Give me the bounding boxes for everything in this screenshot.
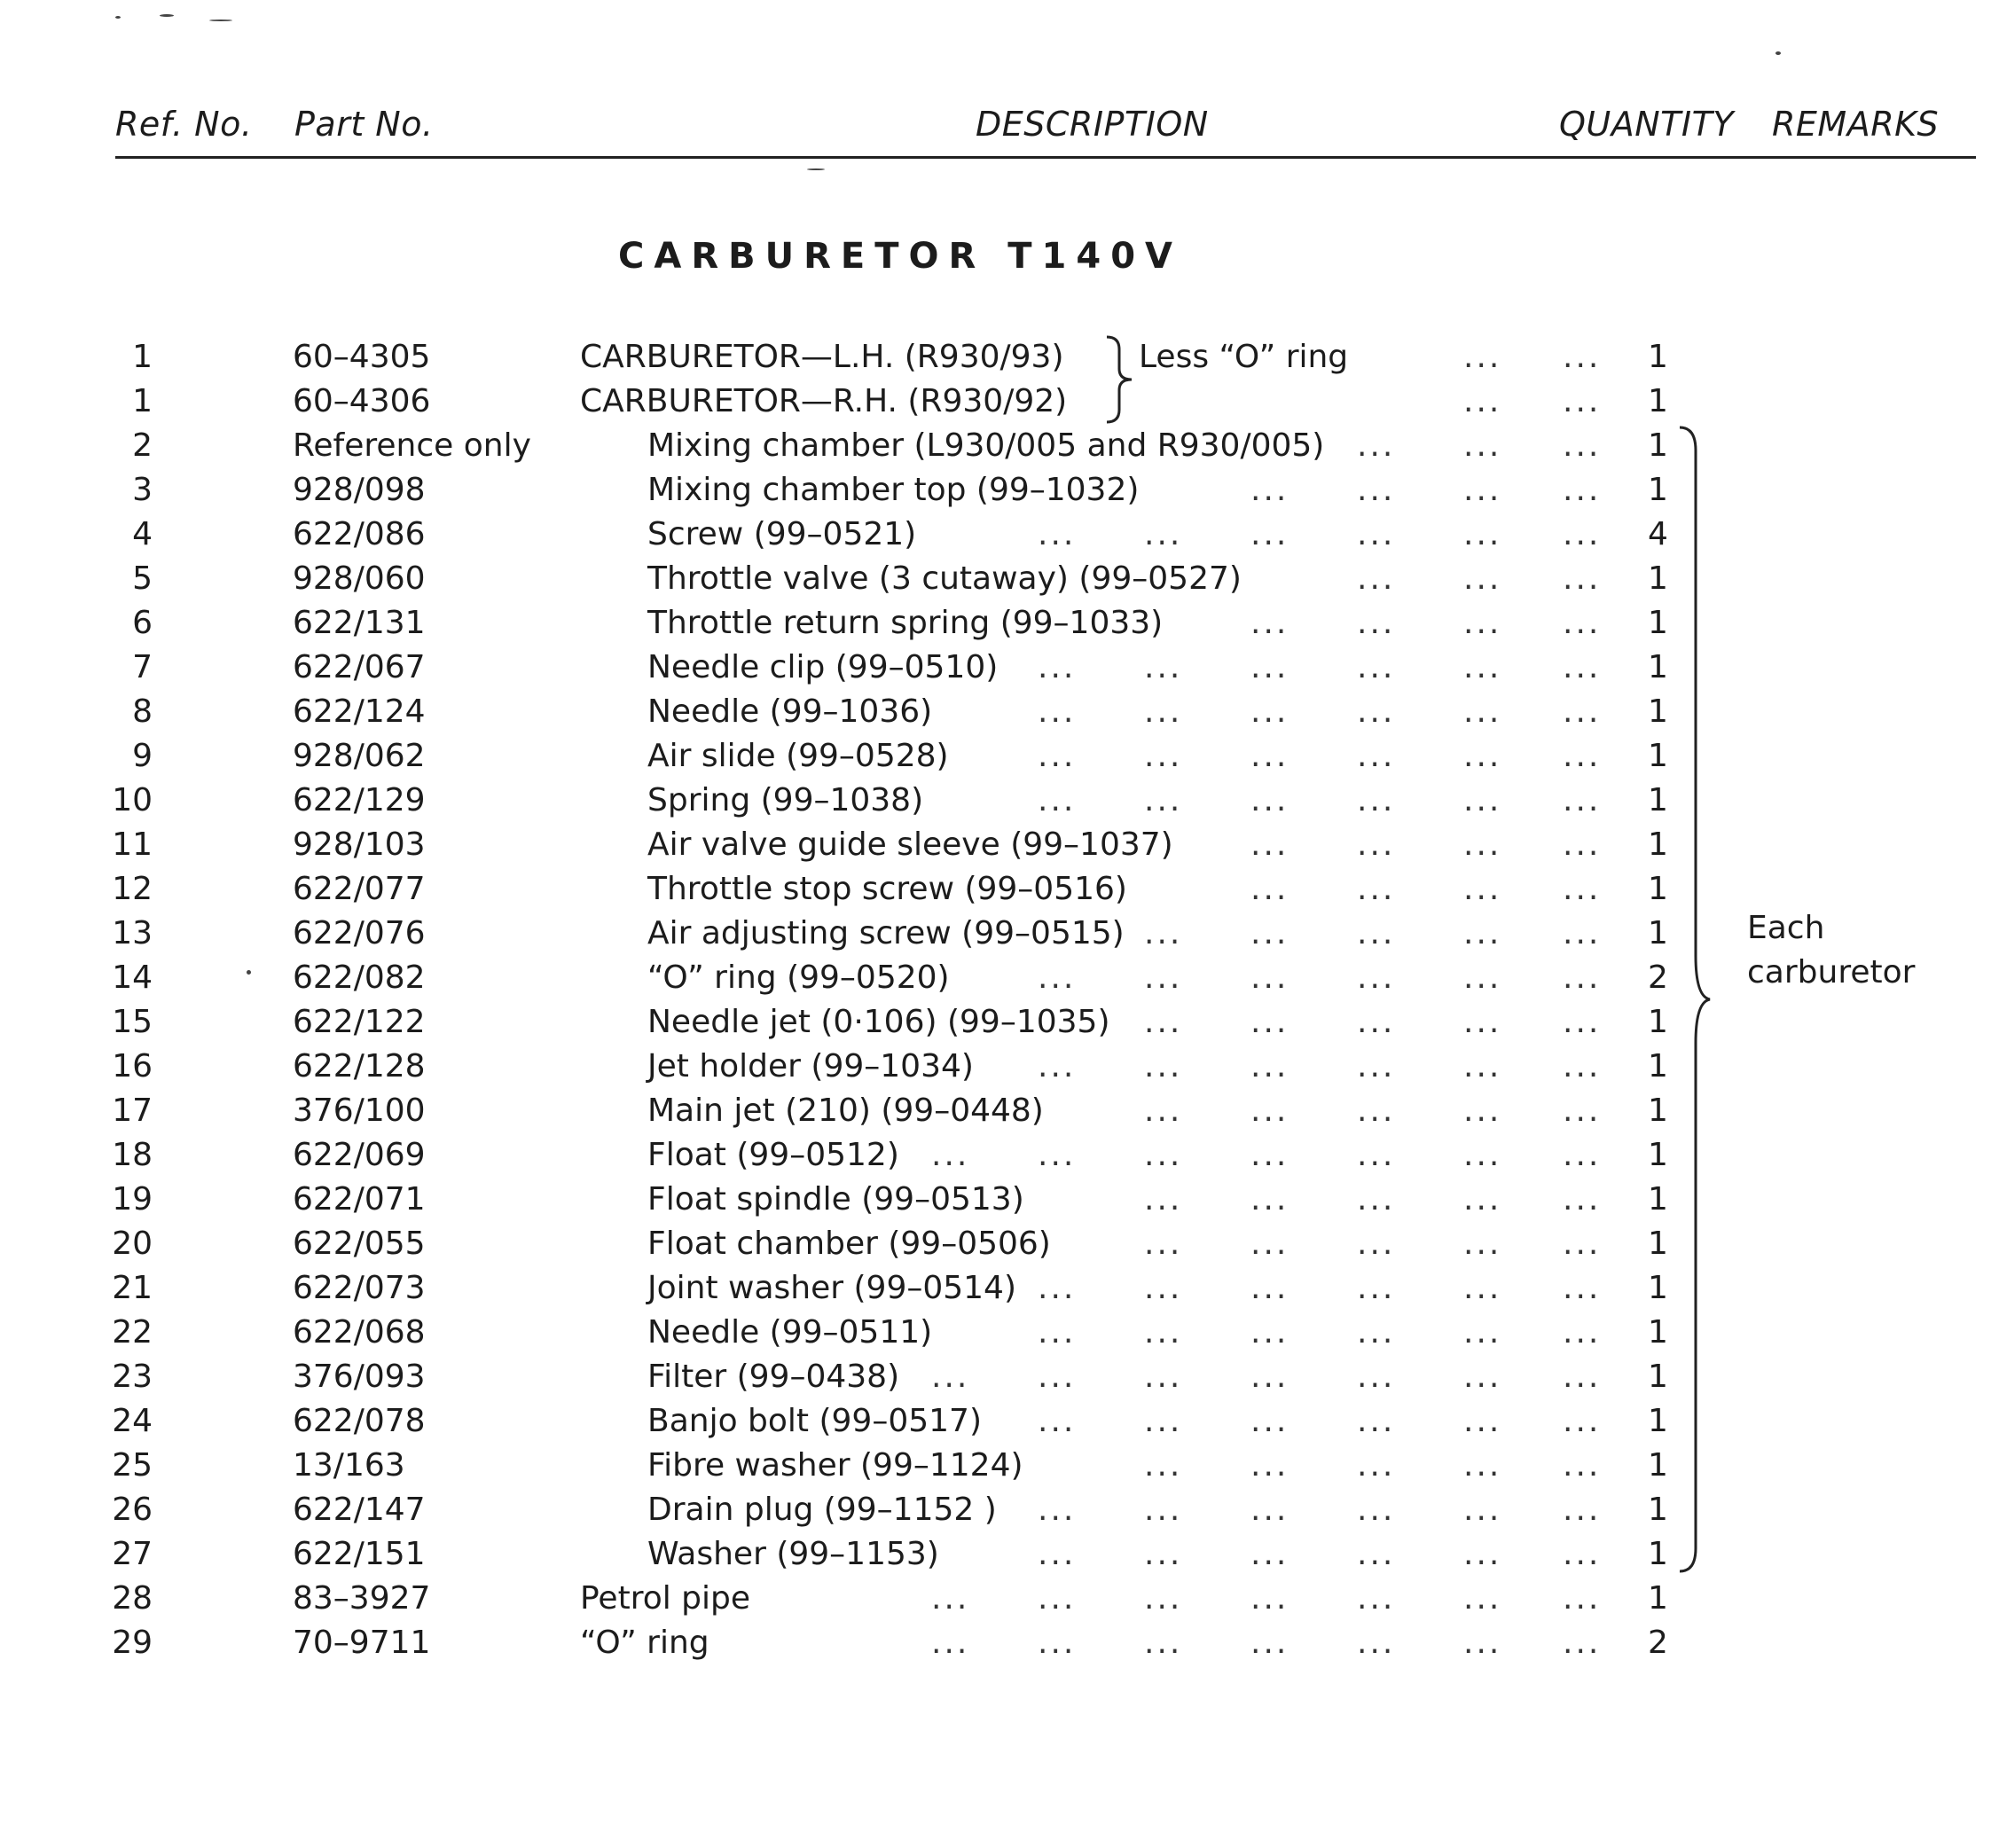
leader-dots: ... (1250, 1270, 1289, 1306)
row-quantity: 1 (1648, 427, 1668, 464)
row-description: Spring (99–1038) (647, 782, 924, 818)
leader-dots: ... (1463, 1625, 1502, 1661)
brace-each-carburetor (1676, 424, 1712, 1575)
leader-dots: ... (931, 1137, 970, 1173)
leader-dots: ... (1144, 1359, 1183, 1395)
leader-dots: ... (1357, 1536, 1396, 1572)
row-description: Air valve guide sleeve (99–1037) (647, 826, 1173, 863)
leader-dots: ... (1357, 1625, 1396, 1661)
scan-speck (115, 16, 121, 19)
row-quantity: 1 (1648, 1225, 1668, 1262)
row-part-no: 622/122 (293, 1004, 426, 1040)
row-part-no: 622/076 (293, 915, 426, 951)
row-description: Air adjusting screw (99–0515) (647, 915, 1125, 951)
row-part-no: 928/060 (293, 560, 426, 597)
leader-dots: ... (1144, 1447, 1183, 1484)
row-quantity: 1 (1648, 649, 1668, 685)
leader-dots: ... (1357, 782, 1396, 818)
row-description: Washer (99–1153) (647, 1536, 939, 1572)
row-part-no: 622/129 (293, 782, 426, 818)
row-ref-no: 2 (132, 427, 153, 464)
row-ref-no: 27 (112, 1536, 153, 1572)
row-part-no: 83–3927 (293, 1580, 431, 1617)
table-row (0, 1621, 1991, 1665)
row-ref-no: 18 (112, 1137, 153, 1173)
row-ref-no: 28 (112, 1580, 153, 1617)
row-quantity: 1 (1648, 1403, 1668, 1439)
scan-speck (160, 14, 174, 17)
leader-dots: ... (1357, 693, 1396, 730)
leader-dots: ... (1144, 1181, 1183, 1218)
leader-dots: ... (1144, 649, 1183, 685)
leader-dots: ... (1144, 1048, 1183, 1085)
leader-dots: ... (1250, 1225, 1289, 1262)
table-row (0, 335, 1991, 380)
row-part-no: 376/093 (293, 1359, 426, 1395)
leader-dots: ... (1038, 1580, 1077, 1617)
leader-dots: ... (1250, 649, 1289, 685)
remark-each: Each (1747, 910, 1825, 946)
leader-dots: ... (1357, 738, 1396, 774)
leader-dots: ... (1357, 1314, 1396, 1351)
leader-dots: ... (1357, 1225, 1396, 1262)
leader-dots: ... (1250, 871, 1289, 907)
leader-dots: ... (1250, 1403, 1289, 1439)
row-ref-no: 3 (132, 472, 153, 508)
leader-dots: ... (1038, 1625, 1077, 1661)
row-part-no: 622/055 (293, 1225, 426, 1262)
leader-dots: ... (931, 1580, 970, 1617)
row-description: Needle clip (99–0510) (647, 649, 999, 685)
row-part-no: Reference only (293, 427, 531, 464)
leader-dots: ... (1563, 826, 1602, 863)
leader-dots: ... (1038, 738, 1077, 774)
row-part-no: 622/131 (293, 605, 426, 641)
leader-dots: ... (1038, 693, 1077, 730)
leader-dots: ... (1463, 693, 1502, 730)
leader-dots: ... (1463, 339, 1502, 375)
leader-dots: ... (1038, 1270, 1077, 1306)
header-remarks: REMARKS (1772, 105, 1940, 144)
row-quantity: 4 (1648, 516, 1668, 552)
leader-dots: ... (1563, 1181, 1602, 1218)
row-quantity: 1 (1648, 472, 1668, 508)
leader-dots: ... (1144, 915, 1183, 951)
leader-dots: ... (1463, 516, 1502, 552)
leader-dots: ... (1250, 1004, 1289, 1040)
leader-dots: ... (1250, 915, 1289, 951)
leader-dots: ... (1038, 1403, 1077, 1439)
leader-dots: ... (1463, 1048, 1502, 1085)
leader-dots: ... (1144, 693, 1183, 730)
row-part-no: 60–4306 (293, 383, 431, 419)
leader-dots: ... (1463, 959, 1502, 996)
row-ref-no: 26 (112, 1492, 153, 1528)
leader-dots: ... (1563, 782, 1602, 818)
leader-dots: ... (1038, 1314, 1077, 1351)
row-description: Jet holder (99–1034) (647, 1048, 974, 1085)
row-quantity: 1 (1648, 339, 1668, 375)
row-part-no: 928/103 (293, 826, 426, 863)
leader-dots: ... (1250, 1048, 1289, 1085)
row-part-no: 13/163 (293, 1447, 405, 1484)
table-row (0, 380, 1991, 424)
leader-dots: ... (1463, 472, 1502, 508)
leader-dots: ... (1038, 516, 1077, 552)
leader-dots: ... (1463, 560, 1502, 597)
row-part-no: 928/098 (293, 472, 426, 508)
leader-dots: ... (1563, 1004, 1602, 1040)
leader-dots: ... (1144, 738, 1183, 774)
row-description: Screw (99–0521) (647, 516, 917, 552)
row-quantity: 1 (1648, 915, 1668, 951)
leader-dots: ... (1250, 1092, 1289, 1129)
leader-dots: ... (1357, 915, 1396, 951)
row-part-no: 622/073 (293, 1270, 426, 1306)
row-description: Joint washer (99–0514) (647, 1270, 1017, 1306)
leader-dots: ... (1463, 427, 1502, 464)
leader-dots: ... (1463, 1137, 1502, 1173)
scan-speck (209, 20, 232, 21)
row-description: CARBURETOR—R.H. (R930/92) (580, 383, 1068, 419)
leader-dots: ... (1463, 1403, 1502, 1439)
leader-dots: ... (1463, 782, 1502, 818)
leader-dots: ... (1563, 649, 1602, 685)
leader-dots: ... (1463, 915, 1502, 951)
row-ref-no: 10 (112, 782, 153, 818)
leader-dots: ... (1357, 1137, 1396, 1173)
row-ref-no: 7 (132, 649, 153, 685)
row-description: Float chamber (99–0506) (647, 1225, 1051, 1262)
leader-dots: ... (1250, 1580, 1289, 1617)
scan-speck (247, 970, 251, 975)
leader-dots: ... (1563, 427, 1602, 464)
row-description: Filter (99–0438) (647, 1359, 900, 1395)
leader-dots: ... (1144, 1492, 1183, 1528)
leader-dots: ... (1144, 1225, 1183, 1262)
leader-dots: ... (1144, 1314, 1183, 1351)
leader-dots: ... (1463, 738, 1502, 774)
row-description: Fibre washer (99–1124) (647, 1447, 1023, 1484)
leader-dots: ... (1250, 782, 1289, 818)
leader-dots: ... (931, 1359, 970, 1395)
row-ref-no: 13 (112, 915, 153, 951)
leader-dots: ... (1144, 959, 1183, 996)
leader-dots: ... (1563, 560, 1602, 597)
leader-dots: ... (1463, 1536, 1502, 1572)
leader-dots: ... (1463, 605, 1502, 641)
row-description: CARBURETOR—L.H. (R930/93) (580, 339, 1064, 375)
leader-dots: ... (1144, 1403, 1183, 1439)
row-ref-no: 4 (132, 516, 153, 552)
row-description: Drain plug (99–1152 ) (647, 1492, 997, 1528)
row-description: Air slide (99–0528) (647, 738, 949, 774)
leader-dots: ... (1463, 1314, 1502, 1351)
leader-dots: ... (1357, 1092, 1396, 1129)
leader-dots: ... (1038, 1536, 1077, 1572)
leader-dots: ... (1250, 1536, 1289, 1572)
leader-dots: ... (1144, 1536, 1183, 1572)
row-quantity: 1 (1648, 1492, 1668, 1528)
row-part-no: 622/069 (293, 1137, 426, 1173)
leader-dots: ... (1038, 649, 1077, 685)
leader-dots: ... (1563, 1492, 1602, 1528)
row-part-no: 622/082 (293, 959, 426, 996)
scan-speck (807, 168, 825, 170)
leader-dots: ... (1357, 605, 1396, 641)
leader-dots: ... (1357, 1048, 1396, 1085)
leader-dots: ... (1563, 915, 1602, 951)
leader-dots: ... (1038, 1048, 1077, 1085)
row-part-no: 622/147 (293, 1492, 426, 1528)
row-ref-no: 20 (112, 1225, 153, 1262)
row-description: “O” ring (580, 1625, 709, 1661)
leader-dots: ... (1463, 871, 1502, 907)
leader-dots: ... (1563, 1447, 1602, 1484)
leader-dots: ... (1250, 1137, 1289, 1173)
row-quantity: 1 (1648, 1359, 1668, 1395)
row-quantity: 1 (1648, 1181, 1668, 1218)
leader-dots: ... (1463, 1225, 1502, 1262)
row-description: Float (99–0512) (647, 1137, 899, 1173)
leader-dots: ... (1563, 605, 1602, 641)
row-part-no: 622/071 (293, 1181, 426, 1218)
scan-speck (1775, 51, 1781, 55)
row-ref-no: 9 (132, 738, 153, 774)
row-quantity: 2 (1648, 1625, 1668, 1661)
row-quantity: 1 (1648, 1137, 1668, 1173)
leader-dots: ... (1463, 826, 1502, 863)
row-part-no: 622/128 (293, 1048, 426, 1085)
leader-dots: ... (1357, 427, 1396, 464)
leader-dots: ... (1563, 1314, 1602, 1351)
row-quantity: 1 (1648, 383, 1668, 419)
row-part-no: 622/086 (293, 516, 426, 552)
row-description: Mixing chamber (L930/005 and R930/005) (647, 427, 1325, 464)
row-description: Mixing chamber top (99–1032) (647, 472, 1140, 508)
row-ref-no: 25 (112, 1447, 153, 1484)
leader-dots: ... (1563, 383, 1602, 419)
row-part-no: 60–4305 (293, 339, 431, 375)
leader-dots: ... (1357, 472, 1396, 508)
leader-dots: ... (1563, 1225, 1602, 1262)
row-quantity: 1 (1648, 1580, 1668, 1617)
leader-dots: ... (1250, 1314, 1289, 1351)
leader-dots: ... (1357, 649, 1396, 685)
leader-dots: ... (1463, 1359, 1502, 1395)
row-part-no: 622/068 (293, 1314, 426, 1351)
row-description: “O” ring (99–0520) (647, 959, 950, 996)
leader-dots: ... (1463, 1447, 1502, 1484)
row-description: Float spindle (99–0513) (647, 1181, 1024, 1218)
leader-dots: ... (1463, 383, 1502, 419)
leader-dots: ... (931, 1625, 970, 1661)
row-description: Needle jet (0·106) (99–1035) (647, 1004, 1110, 1040)
leader-dots: ... (1144, 1270, 1183, 1306)
leader-dots: ... (1038, 782, 1077, 818)
row-quantity: 1 (1648, 782, 1668, 818)
row-description: Banjo bolt (99–0517) (647, 1403, 982, 1439)
row-ref-no: 15 (112, 1004, 153, 1040)
row-description: Throttle valve (3 cutaway) (99–0527) (647, 560, 1242, 597)
leader-dots: ... (1563, 1625, 1602, 1661)
leader-dots: ... (1144, 1625, 1183, 1661)
row-quantity: 1 (1648, 1447, 1668, 1484)
header-rule (115, 156, 1976, 159)
row-part-no: 622/067 (293, 649, 426, 685)
leader-dots: ... (1357, 1181, 1396, 1218)
row-part-no: 70–9711 (293, 1625, 431, 1661)
row-ref-no: 23 (112, 1359, 153, 1395)
row-ref-no: 29 (112, 1625, 153, 1661)
leader-dots: ... (1357, 1492, 1396, 1528)
leader-dots: ... (1250, 693, 1289, 730)
header-description: DESCRIPTION (976, 105, 1209, 144)
leader-dots: ... (1250, 472, 1289, 508)
leader-dots: ... (1563, 871, 1602, 907)
row-description: Needle (99–0511) (647, 1314, 933, 1351)
row-quantity: 1 (1648, 605, 1668, 641)
leader-dots: ... (1563, 1092, 1602, 1129)
row-quantity: 1 (1648, 1048, 1668, 1085)
leader-dots: ... (1144, 782, 1183, 818)
leader-dots: ... (1563, 693, 1602, 730)
row-ref-no: 1 (132, 383, 153, 419)
leader-dots: ... (1357, 826, 1396, 863)
row-quantity: 1 (1648, 1314, 1668, 1351)
leader-dots: ... (1144, 1092, 1183, 1129)
leader-dots: ... (1463, 1092, 1502, 1129)
row-ref-no: 14 (112, 959, 153, 996)
row-ref-no: 17 (112, 1092, 153, 1129)
row-quantity: 1 (1648, 826, 1668, 863)
leader-dots: ... (1563, 959, 1602, 996)
leader-dots: ... (1250, 1359, 1289, 1395)
leader-dots: ... (1563, 1270, 1602, 1306)
leader-dots: ... (1357, 560, 1396, 597)
leader-dots: ... (1357, 871, 1396, 907)
leader-dots: ... (1144, 516, 1183, 552)
row-description: Throttle stop screw (99–0516) (647, 871, 1127, 907)
leader-dots: ... (1250, 959, 1289, 996)
row-ref-no: 24 (112, 1403, 153, 1439)
leader-dots: ... (1357, 1004, 1396, 1040)
leader-dots: ... (1563, 1359, 1602, 1395)
leader-dots: ... (1563, 1536, 1602, 1572)
row-quantity: 1 (1648, 871, 1668, 907)
row-quantity: 2 (1648, 959, 1668, 996)
row-ref-no: 19 (112, 1181, 153, 1218)
leader-dots: ... (1463, 1270, 1502, 1306)
row-part-no: 622/078 (293, 1403, 426, 1439)
leader-dots: ... (1144, 1137, 1183, 1173)
row-part-no: 928/062 (293, 738, 426, 774)
leader-dots: ... (1463, 1181, 1502, 1218)
row-description: Main jet (210) (99–0448) (647, 1092, 1044, 1129)
header-quantity: QUANTITY (1559, 105, 1734, 144)
leader-dots: ... (1144, 1580, 1183, 1617)
row-ref-no: 22 (112, 1314, 153, 1351)
header-part-no: Part No. (294, 105, 434, 144)
leader-dots: ... (1463, 1492, 1502, 1528)
leader-dots: ... (1463, 649, 1502, 685)
row-part-no: 622/077 (293, 871, 426, 907)
leader-dots: ... (1563, 1137, 1602, 1173)
row-ref-no: 11 (112, 826, 153, 863)
leader-dots: ... (1563, 738, 1602, 774)
leader-dots: ... (1250, 738, 1289, 774)
leader-dots: ... (1563, 1048, 1602, 1085)
row-part-no: 622/124 (293, 693, 426, 730)
leader-dots: ... (1357, 1580, 1396, 1617)
row-description: Needle (99–1036) (647, 693, 933, 730)
row-description: Throttle return spring (99–1033) (647, 605, 1164, 641)
table-row (0, 1577, 1991, 1621)
remark-carburetor: carburetor (1747, 954, 1916, 991)
leader-dots: ... (1563, 472, 1602, 508)
header-ref-no: Ref. No. (115, 105, 253, 144)
row-quantity: 1 (1648, 1092, 1668, 1129)
leader-dots: ... (1250, 516, 1289, 552)
leader-dots: ... (1250, 826, 1289, 863)
row-ref-no: 1 (132, 339, 153, 375)
row-ref-no: 5 (132, 560, 153, 597)
leader-dots: ... (1038, 1492, 1077, 1528)
row-part-no: 376/100 (293, 1092, 426, 1129)
leader-dots: ... (1038, 1359, 1077, 1395)
row-quantity: 1 (1648, 738, 1668, 774)
leader-dots: ... (1463, 1004, 1502, 1040)
page-title: CARBURETOR T140V (618, 236, 1182, 277)
row-ref-no: 6 (132, 605, 153, 641)
row-part-no: 622/151 (293, 1536, 426, 1572)
row-ref-no: 21 (112, 1270, 153, 1306)
leader-dots: ... (1563, 1580, 1602, 1617)
row-quantity: 1 (1648, 693, 1668, 730)
row-quantity: 1 (1648, 1270, 1668, 1306)
leader-dots: ... (1563, 516, 1602, 552)
leader-dots: ... (1463, 1580, 1502, 1617)
leader-dots: ... (1357, 1447, 1396, 1484)
row-ref-no: 8 (132, 693, 153, 730)
leader-dots: ... (1357, 1270, 1396, 1306)
row-quantity: 1 (1648, 1536, 1668, 1572)
leader-dots: ... (1250, 605, 1289, 641)
leader-dots: ... (1250, 1625, 1289, 1661)
leader-dots: ... (1357, 959, 1396, 996)
leader-dots: ... (1250, 1181, 1289, 1218)
leader-dots: ... (1038, 1137, 1077, 1173)
leader-dots: ... (1250, 1447, 1289, 1484)
leader-dots: ... (1357, 1403, 1396, 1439)
note-less-o-ring: Less “O” ring (1139, 339, 1349, 375)
brace-carburetor-pair (1103, 335, 1139, 424)
leader-dots: ... (1038, 959, 1077, 996)
leader-dots: ... (1563, 1403, 1602, 1439)
row-ref-no: 16 (112, 1048, 153, 1085)
leader-dots: ... (1357, 1359, 1396, 1395)
leader-dots: ... (1357, 516, 1396, 552)
row-quantity: 1 (1648, 560, 1668, 597)
row-quantity: 1 (1648, 1004, 1668, 1040)
leader-dots: ... (1144, 1004, 1183, 1040)
leader-dots: ... (1250, 1492, 1289, 1528)
row-ref-no: 12 (112, 871, 153, 907)
row-description: Petrol pipe (580, 1580, 751, 1617)
leader-dots: ... (1563, 339, 1602, 375)
